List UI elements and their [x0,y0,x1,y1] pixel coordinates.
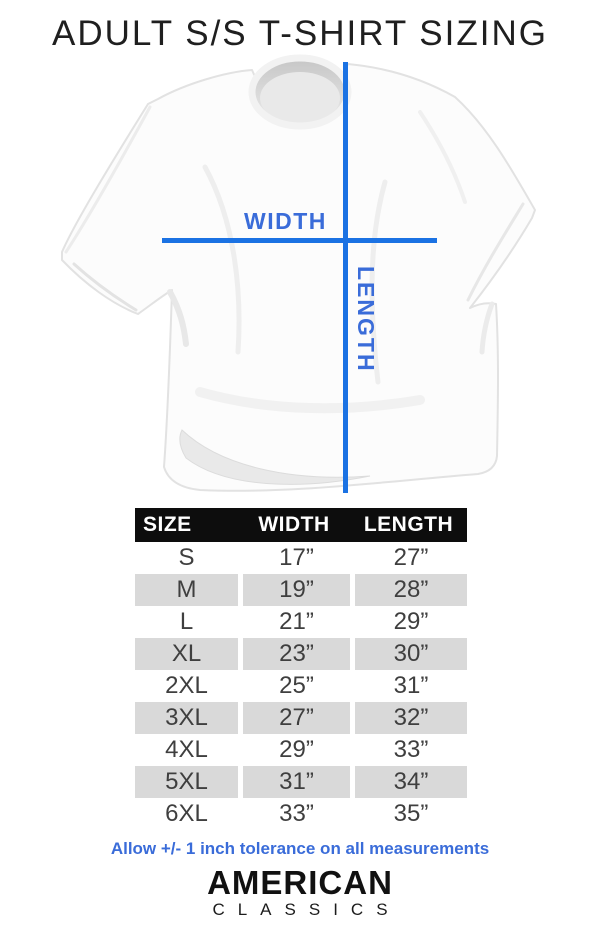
brand-logo [0,866,600,920]
header-length: LENGTH [363,513,454,536]
brand-subname-text: CLASSICS [212,900,401,919]
cell-length: 32” [355,702,467,734]
tshirt-image [0,52,600,504]
cell-width: 27” [243,702,350,734]
table-row [135,702,467,734]
cell-size: 5XL [135,766,238,798]
cell-length: 29” [355,606,467,638]
table-row [135,734,467,766]
header-size: SIZE [143,513,192,536]
cell-length: 31” [355,670,467,702]
table-row [135,606,467,638]
width-measure-line [162,238,437,243]
cell-length: 33” [355,734,467,766]
cell-length: 35” [355,798,467,830]
cell-size: 4XL [135,734,238,766]
tolerance-note: Allow +/- 1 inch tolerance on all measurements [110,839,490,858]
table-row [135,798,467,830]
cell-length: 30” [355,638,467,670]
cell-width: 33” [243,798,350,830]
table-row [135,766,467,798]
brand-name: AMERICAN [207,864,393,901]
cell-length: 34” [355,766,467,798]
table-row [135,670,467,702]
cell-width: 23” [243,638,350,670]
cell-size: 6XL [135,798,238,830]
cell-width: 17” [243,542,350,574]
table-body [135,542,467,830]
length-label: LENGTH [353,266,379,373]
brand-subname [0,900,600,920]
cell-size: 3XL [135,702,238,734]
page-title: ADULT S/S T-SHIRT SIZING [52,14,548,53]
table-row [135,574,467,606]
cell-size: L [135,606,238,638]
table-row [135,638,467,670]
cell-width: 19” [243,574,350,606]
cell-size: S [135,542,238,574]
header-width: WIDTH [258,513,330,536]
table-row [135,542,467,574]
cell-width: 29” [243,734,350,766]
cell-size: XL [135,638,238,670]
cell-width: 25” [243,670,350,702]
cell-length: 28” [355,574,467,606]
cell-width: 31” [243,766,350,798]
sizing-table [135,508,467,830]
length-measure-line [343,62,348,493]
cell-size: M [135,574,238,606]
tshirt-diagram [0,52,600,504]
cell-size: 2XL [135,670,238,702]
cell-width: 21” [243,606,350,638]
cell-length: 27” [355,542,467,574]
width-label: WIDTH [244,208,327,234]
table-header-row [135,508,467,542]
